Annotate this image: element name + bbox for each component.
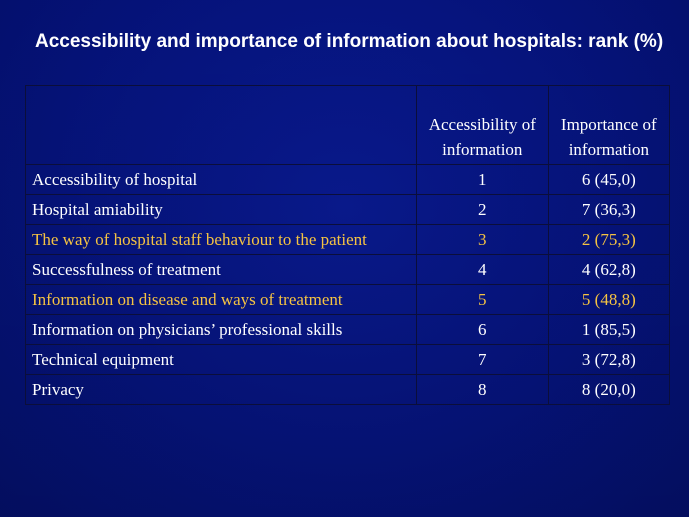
hospital-info-table — [25, 85, 670, 405]
header-importance: Importance of information — [548, 86, 669, 165]
row-importance: 1 (85,5) — [548, 315, 669, 345]
row-label: Accessibility of hospital — [26, 165, 417, 195]
row-label: Technical equipment — [26, 345, 417, 375]
row-label: Information on disease and ways of treatment — [26, 285, 417, 315]
table-row — [26, 165, 670, 195]
row-label: Privacy — [26, 375, 417, 405]
row-importance: 6 (45,0) — [548, 165, 669, 195]
row-accessibility: 5 — [416, 285, 548, 315]
table-row — [26, 345, 670, 375]
header-label-cell — [26, 86, 417, 165]
table-row — [26, 375, 670, 405]
row-accessibility: 1 — [416, 165, 548, 195]
row-accessibility: 2 — [416, 195, 548, 225]
row-label: The way of hospital staff behaviour to the patient — [26, 225, 417, 255]
table-row — [26, 285, 670, 315]
row-label: Successfulness of treatment — [26, 255, 417, 285]
row-accessibility: 4 — [416, 255, 548, 285]
row-importance: 7 (36,3) — [548, 195, 669, 225]
table-row — [26, 315, 670, 345]
row-importance: 3 (72,8) — [548, 345, 669, 375]
header-accessibility: Accessibility of information — [416, 86, 548, 165]
table-header-row — [26, 86, 670, 165]
row-importance: 2 (75,3) — [548, 225, 669, 255]
slide-title: Accessibility and importance of information about hospitals: rank (%) — [35, 31, 664, 52]
table-row — [26, 255, 670, 285]
table-row — [26, 195, 670, 225]
row-label: Hospital amiability — [26, 195, 417, 225]
row-accessibility: 8 — [416, 375, 548, 405]
row-importance: 8 (20,0) — [548, 375, 669, 405]
row-accessibility: 3 — [416, 225, 548, 255]
row-label: Information on physicians’ professional skills — [26, 315, 417, 345]
row-importance: 4 (62,8) — [548, 255, 669, 285]
row-accessibility: 6 — [416, 315, 548, 345]
table-row — [26, 225, 670, 255]
row-accessibility: 7 — [416, 345, 548, 375]
row-importance: 5 (48,8) — [548, 285, 669, 315]
